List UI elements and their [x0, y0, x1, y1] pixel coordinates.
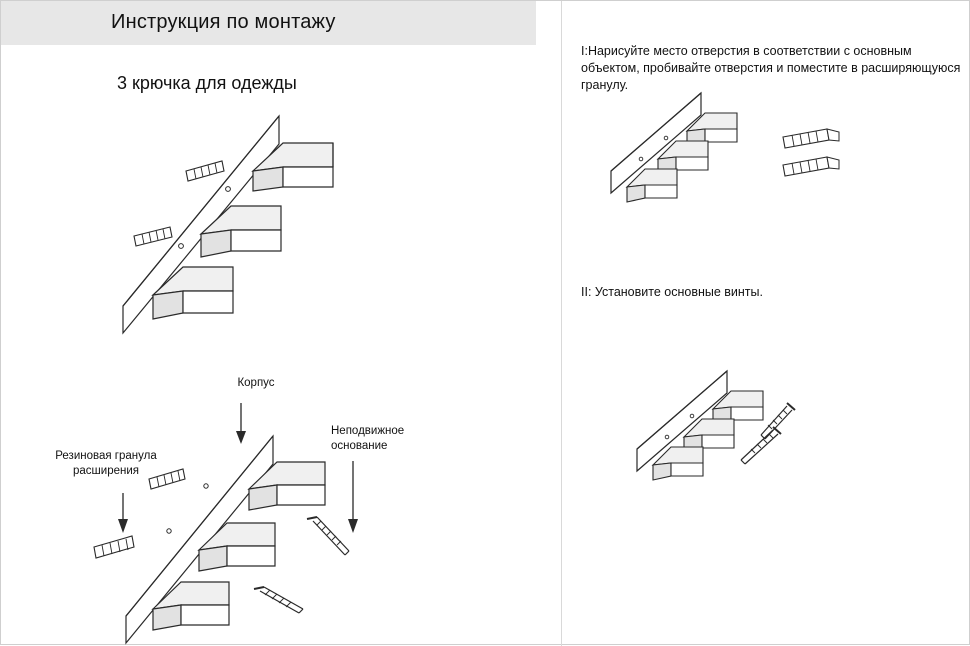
callout-fixed-base-label: Неподвижное основание	[331, 425, 405, 452]
callout-arrow-body	[236, 403, 246, 444]
callout-rubber-plug-label: Резиновая гранула расширения	[55, 450, 157, 477]
wall-plug-top-1	[186, 161, 224, 181]
callout-arrow-rubber-plug	[118, 493, 128, 533]
wall-plug-bottom-2	[94, 536, 134, 558]
step-1-text: I:Нарисуйте место отверстия в соответствии с основным объектом, пробивайте отверстия и поместите в расширяющуюся гранулу.	[581, 44, 961, 92]
callout-body-label: Корпус	[237, 377, 275, 389]
callout-arrow-fixed-base	[348, 461, 358, 533]
step2-screw-2	[741, 427, 781, 464]
step2-screw-1	[761, 403, 795, 439]
page-title: Инструкция по монтажу	[111, 11, 336, 33]
step1-hook-3	[627, 169, 677, 202]
wall-plug-top-2	[134, 227, 172, 246]
step1-wall-plug-2	[783, 157, 839, 176]
step-2-text: II: Установите основные винты.	[581, 285, 763, 299]
step2-hook-3	[653, 447, 703, 480]
section-title: 3 крючка для одежды	[117, 73, 297, 93]
main-assembly-illustration	[1, 1, 970, 646]
screw-bottom-1	[307, 517, 349, 555]
step1-wall-plug-1	[783, 129, 839, 148]
wall-plug-bottom-1	[149, 469, 185, 489]
screw-bottom-2	[254, 587, 303, 613]
